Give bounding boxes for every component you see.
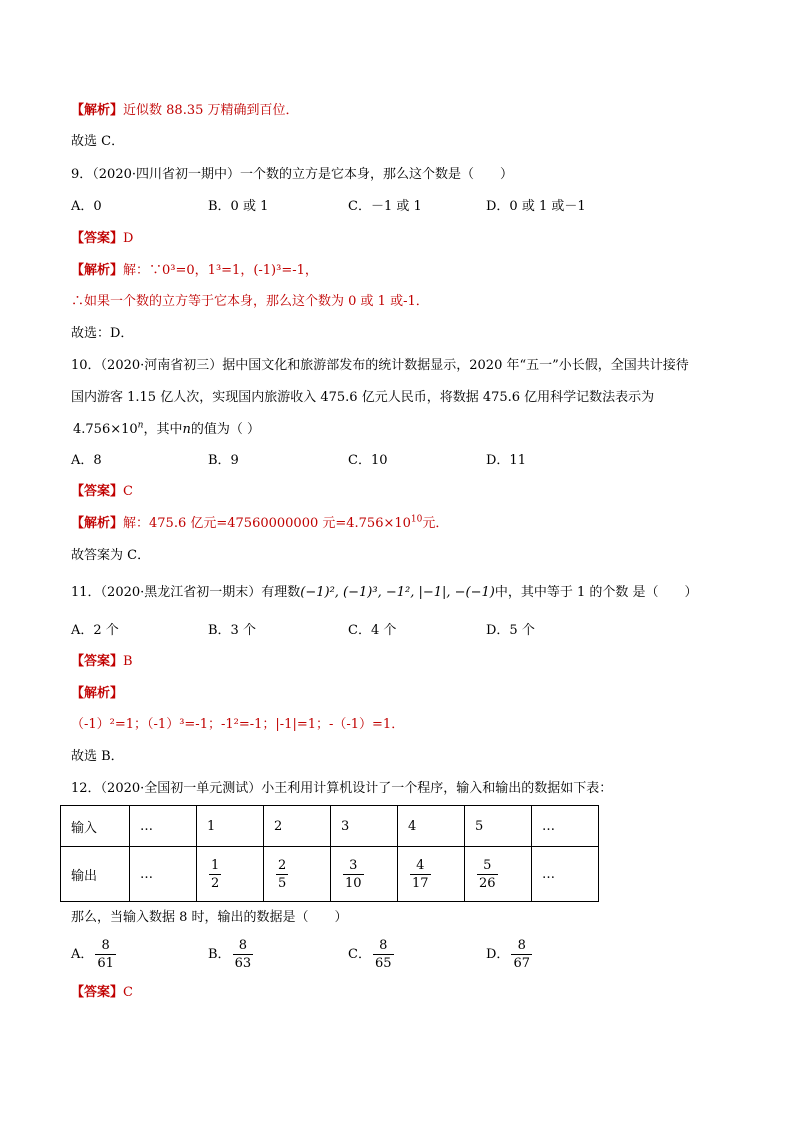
q12-option-c xyxy=(348,937,396,972)
table-cell: 3 xyxy=(331,806,398,847)
io-table xyxy=(60,805,599,902)
q12-option-a xyxy=(71,937,118,972)
option-label: D． xyxy=(486,947,510,962)
q9-stem: 9．（2020·四川省初一期中）一个数的立方是它本身，那么这个数是（ ） xyxy=(71,167,513,182)
numerator: 5 xyxy=(477,857,498,875)
answer-tag: 【答案】 xyxy=(71,484,124,499)
sci-exponent: n xyxy=(137,420,144,431)
q12-answer xyxy=(71,984,133,1002)
q9-analysis xyxy=(71,262,318,280)
table-cell: 1 xyxy=(197,806,264,847)
numerator: 8 xyxy=(95,937,116,955)
q11-option-d: D．5 个 xyxy=(486,623,535,638)
q10-option-b: B．9 xyxy=(208,453,239,468)
numerator: 3 xyxy=(343,857,364,875)
q9-conclusion: 故选：D． xyxy=(71,326,134,341)
q10-conclusion: 故答案为 C． xyxy=(71,548,151,563)
table-header-output: 输出 xyxy=(61,847,130,902)
analysis-text: 解：475.6 亿元=47560000000 元=4.756×10 xyxy=(123,516,411,531)
denominator: 5 xyxy=(278,875,287,891)
table-cell: … xyxy=(532,847,599,902)
stem-text: 11．（2020·黑龙江省初一期末）有理数 xyxy=(71,585,301,600)
q11-option-b: B．3 个 xyxy=(208,623,256,638)
numerator: 1 xyxy=(211,857,220,873)
q9-options xyxy=(71,198,731,216)
q9-answer xyxy=(71,230,133,248)
q10-option-d: D．11 xyxy=(486,453,526,468)
q11-analysis-text: （-1）²=1；（-1）³=-1；-1²=-1；|-1|=1；-（-1）=1． xyxy=(71,717,405,732)
table-row-input xyxy=(61,806,599,847)
table-cell-fraction xyxy=(264,847,331,902)
denominator: 2 xyxy=(211,875,220,891)
table-cell: 4 xyxy=(398,806,465,847)
q8-analysis xyxy=(71,102,299,120)
table-cell-fraction xyxy=(331,847,398,902)
stem-text: ，其中 xyxy=(143,422,183,437)
analysis-exponent: 10 xyxy=(410,514,423,525)
math-expression: (−1)², (−1)³, −1², |−1|, −(−1) xyxy=(300,585,495,600)
table-cell-fraction xyxy=(197,847,264,902)
q12-question: 那么，当输入数据 8 时，输出的数据是（ ） xyxy=(71,910,348,925)
table-cell: 2 xyxy=(264,806,331,847)
q8-conclusion: 故选 C． xyxy=(71,134,125,149)
numerator: 8 xyxy=(511,937,532,955)
q10-analysis xyxy=(71,515,448,533)
q10-option-a: A．8 xyxy=(71,453,102,468)
q9-therefore: ∴如果一个数的立方等于它本身，那么这个数为 0 或 1 或-1． xyxy=(71,294,429,309)
table-cell: … xyxy=(532,806,599,847)
q10-stem-line3 xyxy=(73,421,260,439)
option-label: C． xyxy=(348,947,371,962)
q11-stem xyxy=(71,584,698,602)
denominator: 65 xyxy=(374,956,392,971)
answer-tag: 【答案】 xyxy=(71,231,124,246)
table-cell: … xyxy=(130,806,197,847)
table-cell: 5 xyxy=(465,806,532,847)
denominator: 61 xyxy=(97,956,114,971)
answer-tag: 【答案】 xyxy=(71,985,124,1000)
q10-options xyxy=(71,452,731,470)
denominator: 67 xyxy=(513,956,530,971)
q12-option-d xyxy=(486,937,534,972)
analysis-tag: 【解析】 xyxy=(71,103,124,118)
table-header-input: 输入 xyxy=(61,806,130,847)
answer-value: C xyxy=(123,484,133,499)
numerator: 4 xyxy=(410,857,431,875)
analysis-lead: 解：∵0 xyxy=(123,263,171,278)
option-label: A． xyxy=(71,947,94,962)
denominator: 63 xyxy=(234,956,252,971)
denominator: 17 xyxy=(412,875,429,891)
denominator: 26 xyxy=(479,875,496,891)
stem-text-end: 中，其中等于 1 的个数 是（ ） xyxy=(494,585,698,600)
q11-conclusion: 故选 B． xyxy=(71,749,124,764)
q9-option-b: B．0 或 1 xyxy=(208,199,269,214)
analysis-tag: 【解析】 xyxy=(71,263,124,278)
q10-stem-line1: 10．（2020·河南省初三）据中国文化和旅游部发布的统计数据显示，2020 年“五一”小长假，全国共计接待 xyxy=(71,358,689,373)
table-cell-fraction xyxy=(465,847,532,902)
q11-answer xyxy=(71,653,133,671)
analysis-tail: 元． xyxy=(422,516,449,531)
option-label: B． xyxy=(208,947,231,962)
table-cell: … xyxy=(130,847,197,902)
q9-option-a: A．0 xyxy=(71,199,102,214)
sci-notation: 4.756×10 xyxy=(73,422,138,437)
q10-stem-line2: 国内游客 1.15 亿人次，实现国内旅游收入 475.6 亿元人民币，将数据 475.6 亿用科学记数法表示为 xyxy=(71,390,655,405)
table-cell-fraction xyxy=(398,847,465,902)
answer-value: B xyxy=(123,654,133,669)
q11-option-a: A．2 个 xyxy=(71,623,119,638)
denominator: 10 xyxy=(345,875,362,891)
q12-options xyxy=(71,937,731,975)
q9-option-c: C．－1 或 1 xyxy=(348,199,422,214)
analysis-text: ³=0，1³=1，(-1)³=-1， xyxy=(170,263,318,278)
analysis-text: 近似数 88.35 万精确到百位． xyxy=(123,103,299,118)
q10-option-c: C．10 xyxy=(348,453,388,468)
stem-text-end: 的值为（ ） xyxy=(190,422,260,437)
q11-options xyxy=(71,622,731,640)
table-row-output xyxy=(61,847,599,902)
numerator: 8 xyxy=(373,937,394,955)
q12-option-b xyxy=(208,937,255,972)
answer-tag: 【答案】 xyxy=(71,654,124,669)
q10-answer xyxy=(71,483,133,501)
answer-value: C xyxy=(123,985,133,1000)
analysis-tag: 【解析】 xyxy=(71,516,124,531)
variable-n: n xyxy=(182,422,191,437)
answer-value: D xyxy=(123,231,134,246)
q12-stem: 12．（2020·全国初一单元测试）小王利用计算机设计了一个程序，输入和输出的数据如下表： xyxy=(71,781,613,796)
q11-option-c: C．4 个 xyxy=(348,623,397,638)
numerator: 2 xyxy=(278,857,287,873)
q9-option-d: D．0 或 1 或－1 xyxy=(486,199,586,214)
numerator: 8 xyxy=(233,937,254,955)
q11-analysis-tag: 【解析】 xyxy=(71,686,124,701)
